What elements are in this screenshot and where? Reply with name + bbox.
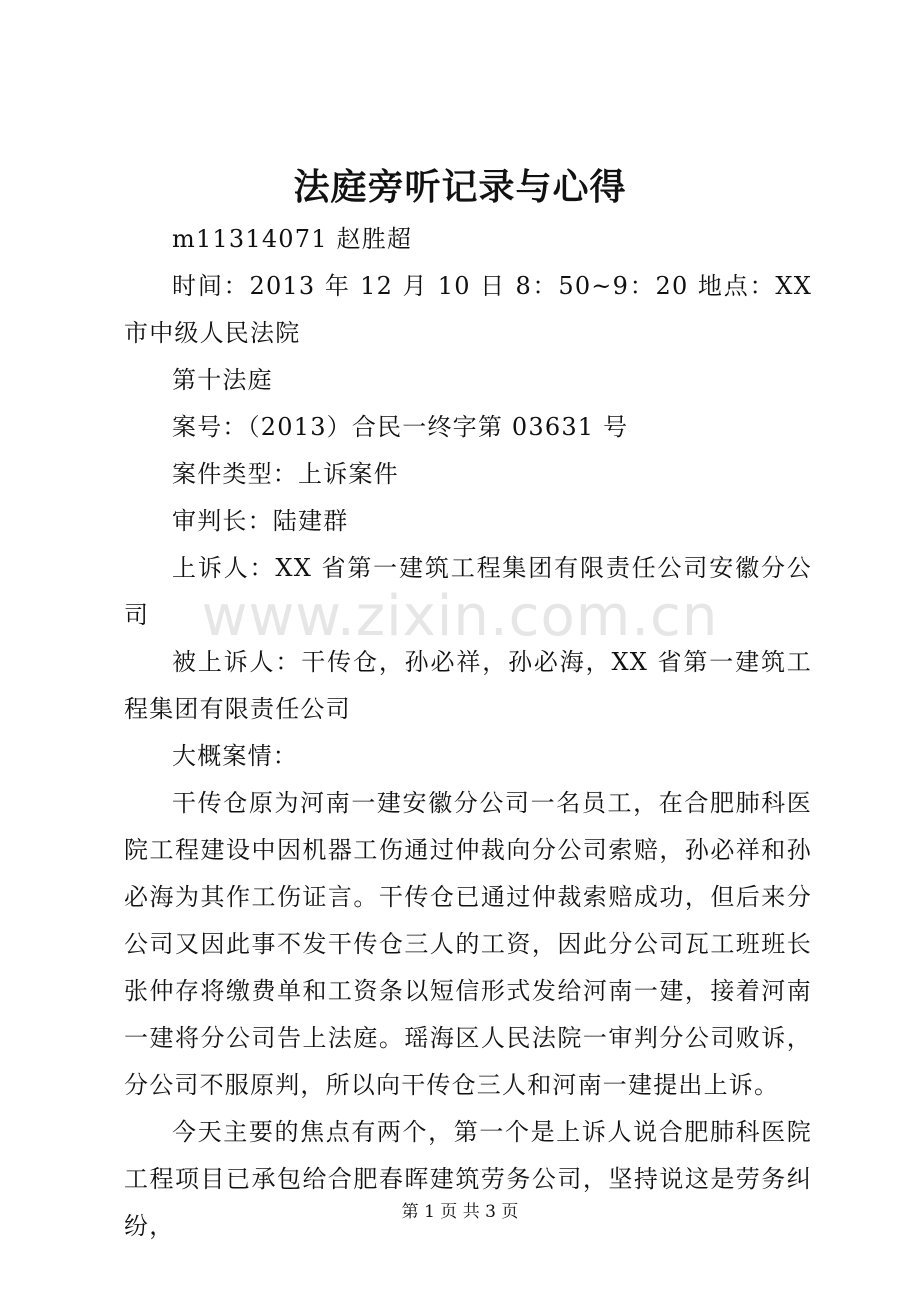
courtroom-line: 第十法庭 [172, 366, 273, 394]
case-number-line: 案号：（2013）合民一终字第 03631 号 [172, 413, 629, 441]
author-line: m11314071 赵胜超 [172, 225, 413, 253]
time-location-line: 时间：2013 年 12 月 10 日 8：50~9：20 地点：XX 市中级人民法院 [124, 272, 812, 347]
document-body [124, 216, 812, 1250]
presiding-judge-line: 审判长：陆建群 [172, 507, 349, 535]
page-footer: 第 1 页 共 3 页 [401, 1202, 519, 1222]
watermark: www.zixin.com.cn [201, 584, 719, 649]
appellee-line: 被上诉人：干传仓，孙必祥，孙必海，XX 省第一建筑工程集团有限责任公司 [124, 648, 812, 723]
case-type-line: 案件类型：上诉案件 [172, 460, 399, 488]
case-summary-heading: 大概案情： [172, 742, 298, 770]
appellant-line: 上诉人：XX 省第一建筑工程集团有限责任公司安徽分公司 [124, 554, 812, 629]
page-title: 法庭旁听记录与心得 [293, 166, 627, 208]
case-summary-paragraph: 干传仓原为河南一建安徽分公司一名员工，在合肥肺科医院工程建设中因机器工伤通过仲裁向分公司索赔，孙必祥和孙必海为其作工伤证言。干传仓已通过仲裁索赔成功，但后来分公司又因此事不发干传仓三人的工资，因此分公司瓦工班班长张仲存将缴费单和工资条以短信形式发给河南一建，接着河南一建将分公司告上法庭。瑶海区人民法院一审判分公司败诉，分公司不服原判，所以向干传仓三人和河南一建提出上诉。 [124, 789, 812, 1099]
focus-paragraph: 今天主要的焦点有两个，第一个是上诉人说合肥肺科医院工程项目已承包给合肥春晖建筑劳务公司，坚持说这是劳务纠纷， [124, 1118, 812, 1240]
